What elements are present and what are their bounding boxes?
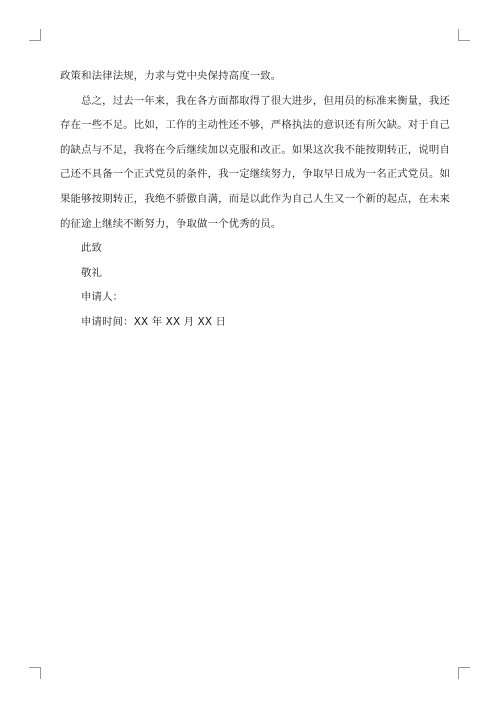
text-line: 果能够按期转正，我绝不骄傲自满，而是以此作为自己人生又一个新的起点，在未来	[60, 192, 450, 205]
crop-mark-bottom-left	[29, 667, 41, 679]
applicant-label: 申请人：	[81, 291, 124, 304]
text-line: 的缺点与不足，我将在今后继续加以克服和改正。如果这次我不能按期转正，说明自	[60, 143, 450, 156]
crop-mark-top-left	[29, 29, 41, 41]
crop-mark-top-right	[458, 29, 470, 41]
application-date: 申请时间：XX 年 XX 月 XX 日	[81, 315, 227, 328]
crop-mark-bottom-right	[458, 667, 470, 679]
text-line: 己还不具备一个正式党员的条件，我一定继续努力，争取早日成为一名正式党员。如	[60, 168, 450, 181]
closing-salutation: 此致	[81, 242, 103, 255]
paragraph-continuation	[60, 64, 442, 89]
text-line: 总之，过去一年来，我在各方面都取得了很大进步，但用员的标准来衡量，我还	[81, 94, 450, 107]
document-body	[60, 64, 450, 335]
closing-regards: 敬礼	[81, 266, 103, 279]
text-line: 存在一些不足。比如，工作的主动性还不够，严格执法的意识还有所欠缺。对于自己	[60, 119, 450, 132]
text-line: 政策和法律法规，力求与党中央保持高度一致。	[60, 70, 282, 82]
text-line: 的征途上继续不断努力，争取做一个优秀的员。	[60, 217, 282, 230]
paragraph-summary	[60, 89, 450, 237]
